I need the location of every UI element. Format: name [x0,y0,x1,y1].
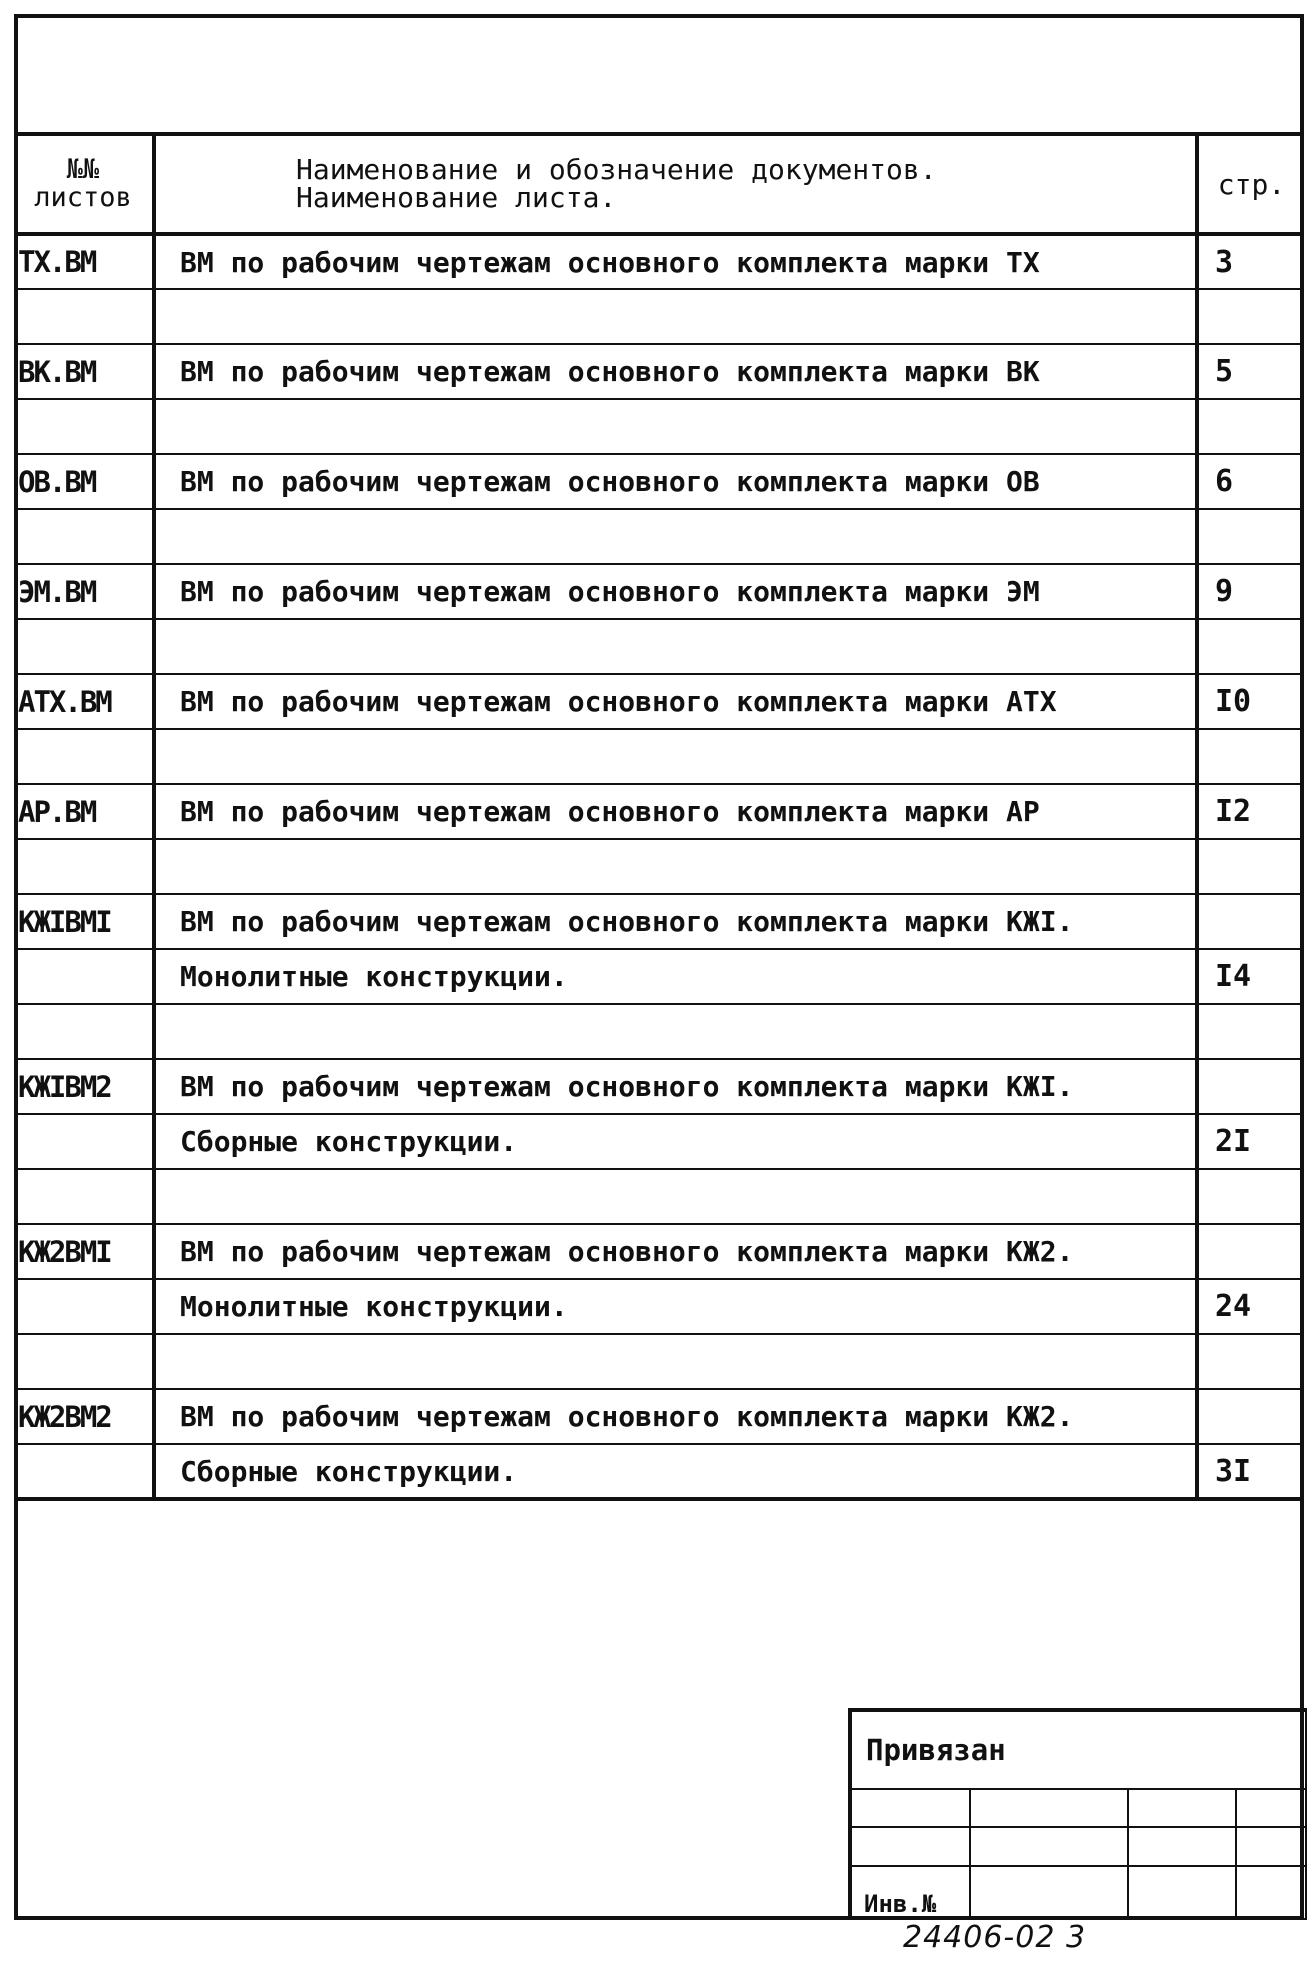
table-row-blank [14,729,1304,784]
page-number: I2 [1197,784,1304,839]
document-name: ВМ по рабочим чертежам основного комплекта марки КЖI. [154,1059,1197,1114]
document-name: ВМ по рабочим чертежам основного комплекта марки АР [154,784,1197,839]
inventory-number-label: Инв.№ [850,1866,970,1919]
table-row [14,1059,1304,1114]
header-page: стр. [1197,134,1304,234]
table-row-continuation [14,1444,1304,1499]
sheet-code: ЭМ.ВМ [14,564,154,619]
table-row-continuation [14,949,1304,1004]
page-number: I4 [1197,949,1304,1004]
table-row-blank [14,1004,1304,1059]
table-row-blank [14,399,1304,454]
page-number: 3I [1197,1444,1304,1499]
sheet-code: АР.ВМ [14,784,154,839]
page-number: 24 [1197,1279,1304,1334]
title-block-stamp [848,1708,1307,1920]
table-row-continuation [14,1279,1304,1334]
table-row [14,784,1304,839]
header-document-name-line1: Наименование и обозначение документов. [296,153,937,186]
document-subname: Сборные конструкции. [154,1444,1197,1499]
page-number: 6 [1197,454,1304,509]
sheet-code: ТХ.ВМ [14,234,154,289]
table-row [14,674,1304,729]
table-row [14,1224,1304,1279]
contents-table [14,132,1304,1501]
table-row-blank [14,289,1304,344]
document-name: ВМ по рабочим чертежам основного комплекта марки ТХ [154,234,1197,289]
table-row [14,234,1304,289]
page-number: I0 [1197,674,1304,729]
table-row [14,454,1304,509]
sheet-code: КЖIВМ2 [14,1059,154,1114]
page-number: 5 [1197,344,1304,399]
table-row-blank [14,1334,1304,1389]
page-number: 2I [1197,1114,1304,1169]
document-subname: Монолитные конструкции. [154,949,1197,1004]
document-name: ВМ по рабочим чертежам основного комплекта марки ОВ [154,454,1197,509]
table-row-blank [14,839,1304,894]
document-number: 24406-02 3 [903,1920,1087,1955]
table-row [14,894,1304,949]
page-number: 3 [1197,234,1304,289]
document-name: ВМ по рабочим чертежам основного комплекта марки ЭМ [154,564,1197,619]
document-subname: Сборные конструкции. [154,1114,1197,1169]
sheet-code: АТХ.ВМ [14,674,154,729]
table-row [14,344,1304,399]
page-number: 9 [1197,564,1304,619]
sheet-code: ВК.ВМ [14,344,154,399]
table-row [14,1389,1304,1444]
document-name: ВМ по рабочим чертежам основного комплекта марки КЖ2. [154,1389,1197,1444]
sheet-code: КЖIВМI [14,894,154,949]
sheet-code: КЖ2ВМI [14,1224,154,1279]
document-name: ВМ по рабочим чертежам основного комплекта марки АТХ [154,674,1197,729]
sheet-code: КЖ2ВМ2 [14,1389,154,1444]
table-row-blank [14,1169,1304,1224]
sheet-code: ОВ.ВМ [14,454,154,509]
document-name: ВМ по рабочим чертежам основного комплекта марки КЖI. [154,894,1197,949]
header-document-name [154,134,1197,234]
document-name: ВМ по рабочим чертежам основного комплекта марки КЖ2. [154,1224,1197,1279]
document-subname: Монолитные конструкции. [154,1279,1197,1334]
table-row-blank [14,509,1304,564]
header-document-name-line2: Наименование листа. [296,181,617,214]
table-row-blank [14,619,1304,674]
table-row [14,564,1304,619]
document-name: ВМ по рабочим чертежам основного комплекта марки ВК [154,344,1197,399]
header-sheet-number: №№ листов [14,134,154,234]
stamp-title: Привязан [850,1710,1306,1789]
table-row-continuation [14,1114,1304,1169]
